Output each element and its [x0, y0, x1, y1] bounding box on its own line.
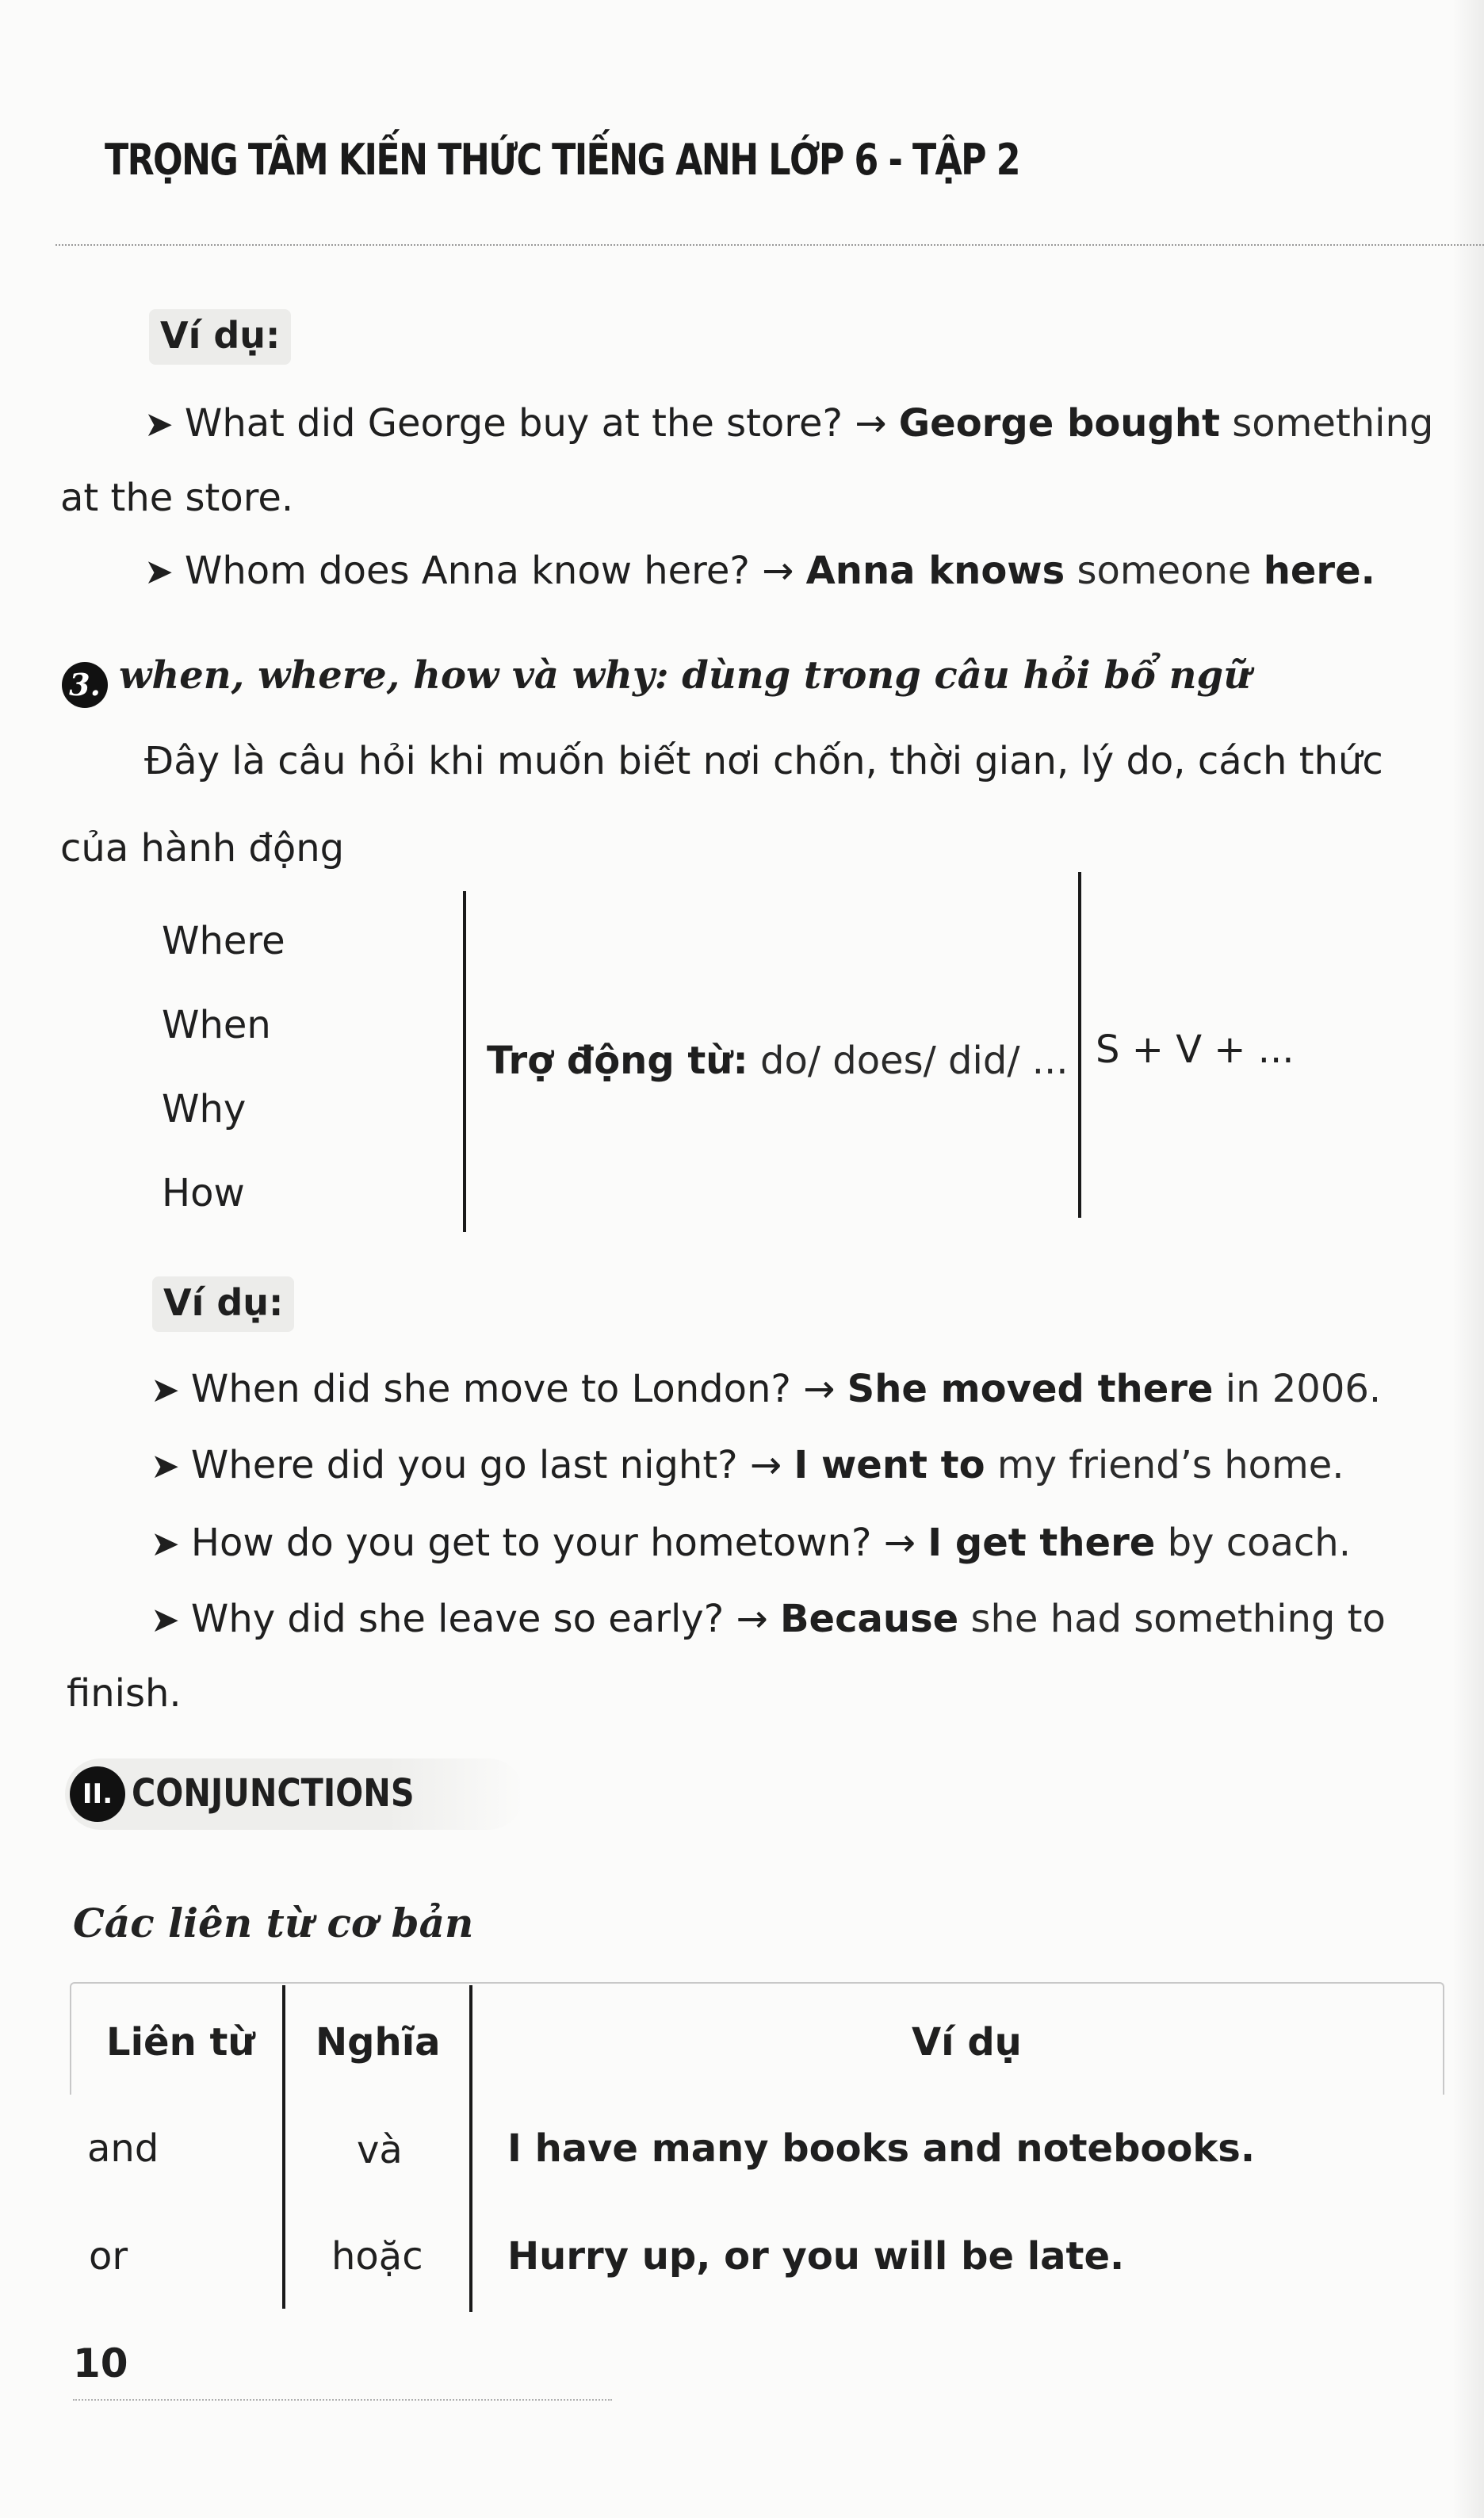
table-cell: Hurry up, or you will be late. — [507, 2234, 1125, 2279]
section-II-title: CONJUNCTIONS — [132, 1771, 415, 1816]
table-header-frame — [70, 1982, 1444, 2095]
structure-divider — [1078, 872, 1081, 1218]
section-3-description: Đây là câu hỏi khi muốn biết nơi chốn, thời gian, lý do, cách thức — [144, 739, 1383, 783]
table-cell: or — [89, 2234, 128, 2279]
example-line: ➤ Why did she leave so early? → Because she had something to — [151, 1597, 1386, 1641]
table-cell: hoặc — [331, 2234, 423, 2279]
wh-word-list — [162, 899, 285, 1235]
example-line: ➤ What did George buy at the store? → George bought something — [144, 401, 1434, 446]
table-header-cell: Nghĩa — [316, 2020, 441, 2065]
table-header-cell: Liên từ — [106, 2020, 255, 2065]
structure-divider — [463, 891, 466, 1232]
wh-word: Why — [162, 1087, 247, 1131]
example-line: ➤ When did she move to London? → She moved there in 2006. — [151, 1367, 1382, 1411]
bullet-arrow-icon: ➤ — [151, 1446, 180, 1487]
section-3-heading — [62, 653, 1251, 708]
example-line: ➤ How do you get to your hometown? → I get there by coach. — [151, 1521, 1351, 1565]
table-header-cell: Ví dụ — [912, 2020, 1022, 2065]
wh-word: How — [162, 1171, 245, 1215]
example-line-continuation: at the store. — [60, 476, 294, 520]
example-label: Ví dụ: — [149, 309, 291, 365]
header-rule — [55, 244, 1484, 246]
aux-verb-cell: Trợ động từ: do/ does/ did/ ... — [487, 1039, 1069, 1083]
section-number-badge: 3. — [62, 662, 108, 708]
table-cell: và — [357, 2128, 403, 2172]
section-3-description-cont: của hành động — [60, 826, 345, 871]
bullet-arrow-icon: ➤ — [144, 552, 174, 592]
running-header: TRỌNG TÂM KIẾN THỨC TIẾNG ANH LỚP 6 - TẬP 2 — [105, 135, 1019, 185]
subject-verb-cell: S + V + ... — [1096, 1027, 1295, 1072]
example-label: Ví dụ: — [152, 1276, 294, 1332]
section-number-badge: II. — [70, 1766, 125, 1822]
section-3-title: when, where, how và why: dùng trong câu hỏi bổ ngữ — [119, 653, 1251, 698]
bullet-arrow-icon: ➤ — [151, 1600, 180, 1640]
table-column-divider — [469, 1985, 472, 2312]
table-cell: and — [87, 2126, 159, 2171]
table-caption: Các liên từ cơ bản — [73, 1900, 474, 1946]
footer-rule — [73, 2399, 612, 2401]
bullet-arrow-icon: ➤ — [144, 404, 174, 445]
example-line: ➤ Where did you go last night? → I went to my friend’s home. — [151, 1443, 1344, 1487]
page-number: 10 — [73, 2340, 128, 2386]
table-cell: I have many books and notebooks. — [507, 2126, 1256, 2171]
section-II-heading — [65, 1758, 524, 1830]
table-column-divider — [282, 1985, 285, 2309]
wh-word: When — [162, 1003, 271, 1047]
page-edge-shadow — [1452, 0, 1484, 2518]
bullet-arrow-icon: ➤ — [151, 1524, 180, 1564]
example-line: ➤ Whom does Anna know here? → Anna knows someone here. — [144, 549, 1375, 593]
bullet-arrow-icon: ➤ — [151, 1370, 180, 1410]
example-line-continuation: finish. — [67, 1671, 182, 1716]
wh-word: Where — [162, 919, 285, 963]
